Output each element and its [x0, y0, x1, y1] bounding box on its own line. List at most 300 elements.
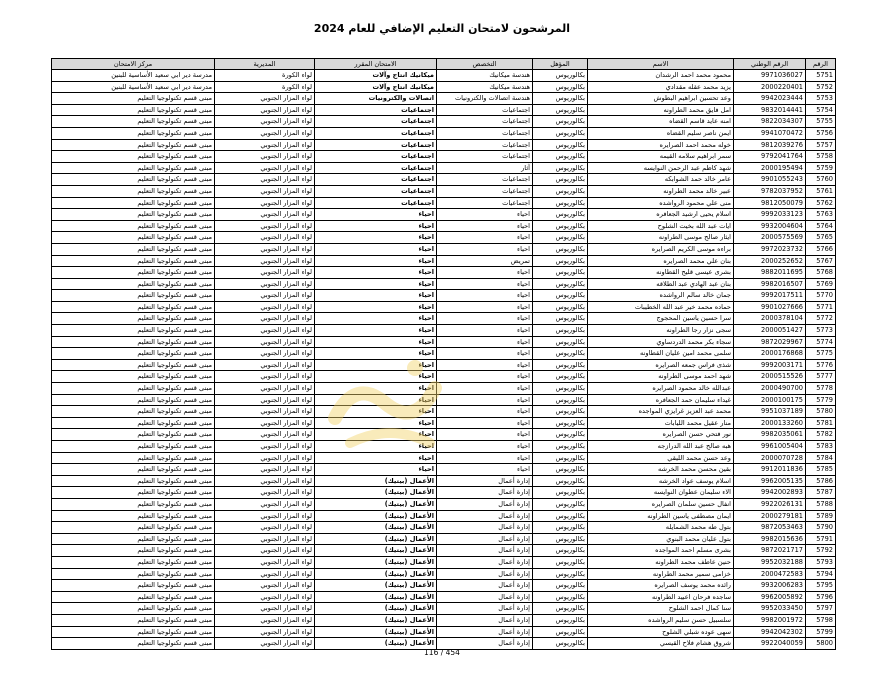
cell-num: 5767: [806, 255, 836, 267]
cell-num: 5759: [806, 162, 836, 174]
cell-qual: بكالوريوس: [533, 81, 588, 93]
cell-center: مبنى قسم تكنولوجيا التعليم: [52, 127, 215, 139]
cell-exam: احياء: [315, 232, 437, 244]
table-row: [52, 522, 836, 534]
cell-num: 5796: [806, 591, 836, 603]
cell-num: 5754: [806, 104, 836, 116]
cell-center: مبنى قسم تكنولوجيا التعليم: [52, 93, 215, 105]
table-row: [52, 591, 836, 603]
cell-dir: لواء المزار الجنوبي: [215, 209, 315, 221]
cell-center: مبنى قسم تكنولوجيا التعليم: [52, 464, 215, 476]
cell-num: 5765: [806, 232, 836, 244]
cell-nid: 2000195494: [734, 162, 806, 174]
cell-dir: لواء المزار الجنوبي: [215, 603, 315, 615]
cell-exam: احياء: [315, 290, 437, 302]
cell-num: 5790: [806, 522, 836, 534]
cell-nid: 9992003171: [734, 359, 806, 371]
cell-name: شروق هشام فلاح القيسي: [588, 638, 734, 650]
cell-name: اسلام يحيى ارشيد الجعافره: [588, 209, 734, 221]
cell-exam: اجتماعيات: [315, 151, 437, 163]
cell-center: مبنى قسم تكنولوجيا التعليم: [52, 394, 215, 406]
cell-center: مبنى قسم تكنولوجيا التعليم: [52, 359, 215, 371]
table-row: [52, 475, 836, 487]
cell-center: مبنى قسم تكنولوجيا التعليم: [52, 209, 215, 221]
cell-name: اسلام يوسف عواد الخرشه: [588, 475, 734, 487]
cell-dir: لواء المزار الجنوبي: [215, 394, 315, 406]
cell-qual: بكالوريوس: [533, 638, 588, 650]
cell-spec: احياء: [437, 452, 533, 464]
cell-qual: بكالوريوس: [533, 545, 588, 557]
cell-num: 5761: [806, 185, 836, 197]
cell-exam: اجتماعيات: [315, 139, 437, 151]
cell-exam: الأعمال (بيتيك): [315, 556, 437, 568]
cell-exam: الأعمال (بيتيك): [315, 580, 437, 592]
table-row: [52, 290, 836, 302]
cell-name: سجاء بكر محمد الدردساوي: [588, 336, 734, 348]
cell-nid: 2000490700: [734, 383, 806, 395]
col-header-spec: التخصص: [437, 59, 533, 70]
cell-qual: بكالوريوس: [533, 290, 588, 302]
cell-exam: احياء: [315, 325, 437, 337]
cell-center: مبنى قسم تكنولوجيا التعليم: [52, 522, 215, 534]
cell-center: مبنى قسم تكنولوجيا التعليم: [52, 591, 215, 603]
cell-center: مبنى قسم تكنولوجيا التعليم: [52, 406, 215, 418]
cell-num: 5787: [806, 487, 836, 499]
cell-nid: 2000051427: [734, 325, 806, 337]
cell-nid: 9982035061: [734, 429, 806, 441]
cell-name: شهد احمد موسى الطراونه: [588, 371, 734, 383]
cell-center: مدرسة دير ابي سعيد الأساسية للبنين: [52, 81, 215, 93]
cell-num: 5784: [806, 452, 836, 464]
cell-nid: 9882011695: [734, 267, 806, 279]
cell-num: 5793: [806, 556, 836, 568]
table-row: [52, 556, 836, 568]
cell-qual: بكالوريوس: [533, 441, 588, 453]
cell-num: 5772: [806, 313, 836, 325]
cell-spec: احياء: [437, 383, 533, 395]
table-row: [52, 162, 836, 174]
cell-qual: بكالوريوس: [533, 603, 588, 615]
cell-qual: بكالوريوس: [533, 243, 588, 255]
cell-name: غيداء سليمان حمد الجعافره: [588, 394, 734, 406]
cell-num: 5757: [806, 139, 836, 151]
cell-dir: لواء المزار الجنوبي: [215, 487, 315, 499]
cell-center: مبنى قسم تكنولوجيا التعليم: [52, 301, 215, 313]
cell-center: مبنى قسم تكنولوجيا التعليم: [52, 336, 215, 348]
cell-exam: الأعمال (بيتيك): [315, 626, 437, 638]
cell-dir: لواء المزار الجنوبي: [215, 359, 315, 371]
cell-dir: لواء المزار الجنوبي: [215, 220, 315, 232]
cell-spec: احياء: [437, 406, 533, 418]
cell-nid: 9932006283: [734, 580, 806, 592]
table-row: [52, 116, 836, 128]
cell-center: مبنى قسم تكنولوجيا التعليم: [52, 580, 215, 592]
cell-num: 5771: [806, 301, 836, 313]
cell-name: خزامى سمير محمد الطراونه: [588, 568, 734, 580]
table-row: [52, 394, 836, 406]
cell-dir: لواء المزار الجنوبي: [215, 255, 315, 267]
cell-name: سرا حسين ياسين المحجوج: [588, 313, 734, 325]
cell-name: منى علي محمود الرواشده: [588, 197, 734, 209]
page-title: المرشحون لامتحان التعليم الإضافي للعام 2024: [313, 22, 571, 35]
cell-qual: بكالوريوس: [533, 359, 588, 371]
table-row: [52, 464, 836, 476]
cell-name: منار عقيل محمد الليابات: [588, 417, 734, 429]
cell-nid: 9982015636: [734, 533, 806, 545]
cell-num: 5766: [806, 243, 836, 255]
cell-dir: لواء المزار الجنوبي: [215, 104, 315, 116]
cell-dir: لواء المزار الجنوبي: [215, 498, 315, 510]
cell-dir: لواء المزار الجنوبي: [215, 464, 315, 476]
cell-qual: بكالوريوس: [533, 475, 588, 487]
table-row: [52, 325, 836, 337]
cell-nid: 9812050079: [734, 197, 806, 209]
cell-nid: 9992033123: [734, 209, 806, 221]
cell-num: 5794: [806, 568, 836, 580]
cell-num: 5756: [806, 127, 836, 139]
cell-spec: اجتماعيات: [437, 197, 533, 209]
cell-nid: 9962005892: [734, 591, 806, 603]
cell-spec: اجتماعيات: [437, 151, 533, 163]
cell-nid: 9941070472: [734, 127, 806, 139]
cell-nid: 9952032188: [734, 556, 806, 568]
cell-center: مبنى قسم تكنولوجيا التعليم: [52, 116, 215, 128]
cell-num: 5792: [806, 545, 836, 557]
cell-dir: لواء المزار الجنوبي: [215, 591, 315, 603]
cell-exam: احياء: [315, 359, 437, 371]
cell-num: 5780: [806, 406, 836, 418]
cell-center: مبنى قسم تكنولوجيا التعليم: [52, 510, 215, 522]
cell-qual: بكالوريوس: [533, 93, 588, 105]
cell-spec: احياء: [437, 336, 533, 348]
table-row: [52, 545, 836, 557]
cell-num: 5751: [806, 70, 836, 82]
cell-name: ساجده فرحان اعبيد الطراونه: [588, 591, 734, 603]
table-row: [52, 220, 836, 232]
cell-exam: احياء: [315, 429, 437, 441]
table-row: [52, 267, 836, 279]
cell-qual: بكالوريوس: [533, 568, 588, 580]
cell-exam: الأعمال (بيتيك): [315, 603, 437, 615]
cell-num: 5760: [806, 174, 836, 186]
cell-num: 5755: [806, 116, 836, 128]
cell-center: مبنى قسم تكنولوجيا التعليم: [52, 545, 215, 557]
cell-name: محمود محمد احمد الرشدان: [588, 70, 734, 82]
cell-num: 5762: [806, 197, 836, 209]
cell-name: عبدالله خالد محمود الصرايره: [588, 383, 734, 395]
cell-spec: إدارة أعمال: [437, 545, 533, 557]
cell-center: مبنى قسم تكنولوجيا التعليم: [52, 174, 215, 186]
cell-dir: لواء المزار الجنوبي: [215, 197, 315, 209]
cell-exam: اجتماعيات: [315, 185, 437, 197]
cell-exam: اجتماعيات: [315, 162, 437, 174]
table-row: [52, 209, 836, 221]
cell-dir: لواء المزار الجنوبي: [215, 614, 315, 626]
cell-name: امنه عايد قاسم القضاه: [588, 116, 734, 128]
cell-spec: إدارة أعمال: [437, 580, 533, 592]
cell-spec: احياء: [437, 243, 533, 255]
cell-qual: بكالوريوس: [533, 348, 588, 360]
cell-nid: 2000100175: [734, 394, 806, 406]
col-header-nid: الرقم الوطني: [734, 59, 806, 70]
cell-qual: بكالوريوس: [533, 498, 588, 510]
cell-center: مبنى قسم تكنولوجيا التعليم: [52, 568, 215, 580]
cell-nid: 9971036027: [734, 70, 806, 82]
table-row: [52, 359, 836, 371]
cell-center: مبنى قسم تكنولوجيا التعليم: [52, 197, 215, 209]
cell-center: مبنى قسم تكنولوجيا التعليم: [52, 348, 215, 360]
cell-exam: اجتماعيات: [315, 174, 437, 186]
cell-qual: بكالوريوس: [533, 626, 588, 638]
table-row: [52, 626, 836, 638]
cell-center: مبنى قسم تكنولوجيا التعليم: [52, 255, 215, 267]
cell-dir: لواء المزار الجنوبي: [215, 406, 315, 418]
cell-center: مبنى قسم تكنولوجيا التعليم: [52, 371, 215, 383]
cell-center: مبنى قسم تكنولوجيا التعليم: [52, 185, 215, 197]
table-row: [52, 614, 836, 626]
cell-dir: لواء المزار الجنوبي: [215, 116, 315, 128]
cell-exam: الأعمال (بيتيك): [315, 487, 437, 499]
candidates-table: [51, 58, 836, 650]
cell-qual: بكالوريوس: [533, 301, 588, 313]
cell-name: سجى نزار رجا الطراونه: [588, 325, 734, 337]
table-row: [52, 313, 836, 325]
cell-exam: اجتماعيات: [315, 197, 437, 209]
cell-dir: لواء المزار الجنوبي: [215, 174, 315, 186]
cell-dir: لواء المزار الجنوبي: [215, 278, 315, 290]
cell-exam: الأعمال (بيتيك): [315, 614, 437, 626]
cell-name: سنا كمال احمد الشلوح: [588, 603, 734, 615]
table-row: [52, 568, 836, 580]
cell-nid: 9972023732: [734, 243, 806, 255]
cell-name: بشرى عيسى قليح القطاونه: [588, 267, 734, 279]
cell-nid: 9942002893: [734, 487, 806, 499]
cell-center: مبنى قسم تكنولوجيا التعليم: [52, 417, 215, 429]
cell-nid: 9962005135: [734, 475, 806, 487]
cell-num: 5776: [806, 359, 836, 371]
cell-nid: 9942042302: [734, 626, 806, 638]
cell-qual: بكالوريوس: [533, 510, 588, 522]
cell-spec: احياء: [437, 267, 533, 279]
cell-exam: احياء: [315, 383, 437, 395]
cell-center: مبنى قسم تكنولوجيا التعليم: [52, 162, 215, 174]
cell-nid: 9901055243: [734, 174, 806, 186]
cell-num: 5777: [806, 371, 836, 383]
table-row: [52, 139, 836, 151]
cell-name: محمد عبد العزيز غرايزي المواجده: [588, 406, 734, 418]
cell-dir: لواء المزار الجنوبي: [215, 313, 315, 325]
cell-center: مبنى قسم تكنولوجيا التعليم: [52, 139, 215, 151]
table-row: [52, 127, 836, 139]
cell-name: خوله محمد احمد الصرايره: [588, 139, 734, 151]
cell-num: 5798: [806, 614, 836, 626]
cell-dir: لواء المزار الجنوبي: [215, 151, 315, 163]
table-row: [52, 185, 836, 197]
cell-nid: 9901027666: [734, 301, 806, 313]
cell-exam: احياء: [315, 452, 437, 464]
cell-center: مبنى قسم تكنولوجيا التعليم: [52, 429, 215, 441]
cell-center: مبنى قسم تكنولوجيا التعليم: [52, 626, 215, 638]
cell-num: 5795: [806, 580, 836, 592]
cell-nid: 2000133260: [734, 417, 806, 429]
cell-spec: اجتماعيات: [437, 185, 533, 197]
cell-qual: بكالوريوس: [533, 336, 588, 348]
cell-exam: الأعمال (بيتيك): [315, 475, 437, 487]
cell-exam: اتصالات والكترونيات: [315, 93, 437, 105]
cell-name: حنين عاطف محمد الطراونه: [588, 556, 734, 568]
cell-spec: إدارة أعمال: [437, 487, 533, 499]
cell-dir: لواء المزار الجنوبي: [215, 127, 315, 139]
cell-qual: بكالوريوس: [533, 406, 588, 418]
cell-num: 5769: [806, 278, 836, 290]
cell-spec: إدارة أعمال: [437, 556, 533, 568]
cell-spec: اجتماعيات: [437, 127, 533, 139]
cell-qual: بكالوريوس: [533, 139, 588, 151]
cell-exam: احياء: [315, 209, 437, 221]
table-row: [52, 383, 836, 395]
cell-nid: 2000575569: [734, 232, 806, 244]
table-row: [52, 232, 836, 244]
cell-nid: 2000472583: [734, 568, 806, 580]
cell-qual: بكالوريوس: [533, 464, 588, 476]
cell-nid: 2000515526: [734, 371, 806, 383]
cell-nid: 2000070728: [734, 452, 806, 464]
cell-num: 5799: [806, 626, 836, 638]
cell-dir: لواء المزار الجنوبي: [215, 441, 315, 453]
cell-spec: إدارة أعمال: [437, 510, 533, 522]
cell-qual: بكالوريوس: [533, 533, 588, 545]
cell-exam: احياء: [315, 301, 437, 313]
cell-spec: إدارة أعمال: [437, 638, 533, 650]
cell-qual: بكالوريوس: [533, 614, 588, 626]
cell-nid: 2000378104: [734, 313, 806, 325]
cell-name: رائده محمد يوسف الصرايره: [588, 580, 734, 592]
cell-name: سلسبيل حسن سليم الرواشده: [588, 614, 734, 626]
col-header-dir: المديرية: [215, 59, 315, 70]
cell-dir: لواء المزار الجنوبي: [215, 325, 315, 337]
cell-dir: لواء المزار الجنوبي: [215, 348, 315, 360]
cell-spec: اجتماعيات: [437, 174, 533, 186]
cell-qual: بكالوريوس: [533, 556, 588, 568]
cell-nid: 9952033450: [734, 603, 806, 615]
table-row: [52, 417, 836, 429]
cell-num: 5763: [806, 209, 836, 221]
cell-dir: لواء المزار الجنوبي: [215, 417, 315, 429]
cell-qual: بكالوريوس: [533, 220, 588, 232]
cell-nid: 2000279181: [734, 510, 806, 522]
cell-qual: بكالوريوس: [533, 116, 588, 128]
table-row: [52, 301, 836, 313]
cell-exam: احياء: [315, 348, 437, 360]
cell-spec: آثار: [437, 162, 533, 174]
cell-exam: احياء: [315, 394, 437, 406]
cell-spec: إدارة أعمال: [437, 498, 533, 510]
cell-spec: اجتماعيات: [437, 139, 533, 151]
cell-exam: ميكانيك انتاج وآلات: [315, 81, 437, 93]
cell-num: 5770: [806, 290, 836, 302]
cell-spec: احياء: [437, 348, 533, 360]
table-row: [52, 603, 836, 615]
cell-exam: احياء: [315, 278, 437, 290]
cell-center: مبنى قسم تكنولوجيا التعليم: [52, 267, 215, 279]
cell-name: بشرى مسلم احمد المواجده: [588, 545, 734, 557]
cell-name: بتول عليان محمد البنوي: [588, 533, 734, 545]
cell-qual: بكالوريوس: [533, 162, 588, 174]
cell-nid: 9922040059: [734, 638, 806, 650]
cell-spec: هندسة ميكانيك: [437, 81, 533, 93]
cell-name: بنان علي محمد الصرايره: [588, 255, 734, 267]
cell-dir: لواء المزار الجنوبي: [215, 580, 315, 592]
cell-center: مبنى قسم تكنولوجيا التعليم: [52, 452, 215, 464]
cell-exam: احياء: [315, 406, 437, 418]
cell-name: ايمن ناصر سليم القضاه: [588, 127, 734, 139]
cell-dir: لواء المزار الجنوبي: [215, 533, 315, 545]
table-row: [52, 498, 836, 510]
cell-dir: لواء المزار الجنوبي: [215, 475, 315, 487]
cell-nid: 9982001972: [734, 614, 806, 626]
cell-nid: 9872029967: [734, 336, 806, 348]
cell-name: ايثار صالح موسى الطراونه: [588, 232, 734, 244]
cell-nid: 9982016507: [734, 278, 806, 290]
cell-exam: الأعمال (بيتيك): [315, 568, 437, 580]
cell-nid: 9832014441: [734, 104, 806, 116]
cell-exam: احياء: [315, 255, 437, 267]
cell-qual: بكالوريوس: [533, 371, 588, 383]
cell-center: مبنى قسم تكنولوجيا التعليم: [52, 278, 215, 290]
cell-spec: احياء: [437, 359, 533, 371]
cell-name: عبير خالد محمد الطراونه: [588, 185, 734, 197]
cell-exam: احياء: [315, 441, 437, 453]
cell-center: مبنى قسم تكنولوجيا التعليم: [52, 325, 215, 337]
cell-dir: لواء الكورة: [215, 70, 315, 82]
table-row: [52, 580, 836, 592]
cell-dir: لواء المزار الجنوبي: [215, 383, 315, 395]
table-row: [52, 452, 836, 464]
cell-num: 5753: [806, 93, 836, 105]
table-row: [52, 487, 836, 499]
col-header-center: مركز الامتحان: [52, 59, 215, 70]
cell-nid: 9992017511: [734, 290, 806, 302]
cell-qual: بكالوريوس: [533, 151, 588, 163]
cell-dir: لواء المزار الجنوبي: [215, 290, 315, 302]
cell-spec: احياء: [437, 464, 533, 476]
cell-spec: إدارة أعمال: [437, 475, 533, 487]
cell-qual: بكالوريوس: [533, 209, 588, 221]
col-header-name: الاسم: [588, 59, 734, 70]
cell-nid: 9792041764: [734, 151, 806, 163]
cell-nid: 9961005404: [734, 441, 806, 453]
col-header-num: الرقم: [806, 59, 836, 70]
table-row: [52, 197, 836, 209]
cell-qual: بكالوريوس: [533, 325, 588, 337]
table-row: [52, 255, 836, 267]
cell-name: حماده محمد خير عبد الله الخطيبات: [588, 301, 734, 313]
cell-center: مبنى قسم تكنولوجيا التعليم: [52, 383, 215, 395]
cell-num: 5779: [806, 394, 836, 406]
cell-spec: تمريض: [437, 255, 533, 267]
cell-nid: 9922026131: [734, 498, 806, 510]
cell-name: بقين محسن محمد الخرشه: [588, 464, 734, 476]
cell-name: امل فايق محمد الطراونه: [588, 104, 734, 116]
table-row: [52, 81, 836, 93]
cell-name: بتول طه محمد الشمايله: [588, 522, 734, 534]
cell-center: مبنى قسم تكنولوجيا التعليم: [52, 533, 215, 545]
cell-dir: لواء المزار الجنوبي: [215, 371, 315, 383]
cell-name: انفال حسين سلمان الصرايره: [588, 498, 734, 510]
cell-exam: الأعمال (بيتيك): [315, 522, 437, 534]
cell-spec: إدارة أعمال: [437, 591, 533, 603]
cell-nid: 9822034307: [734, 116, 806, 128]
